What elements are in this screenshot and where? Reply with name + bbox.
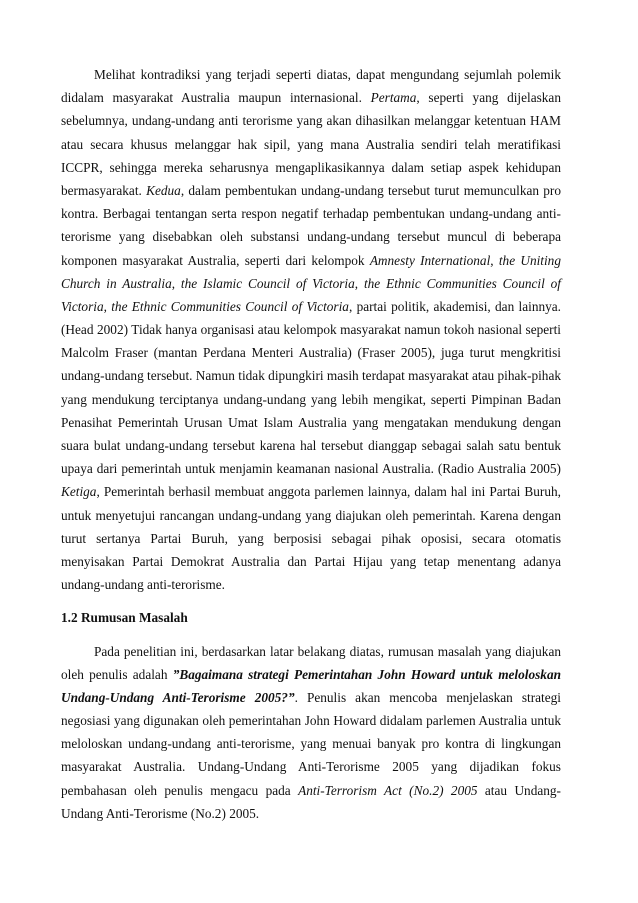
text-line bbox=[61, 457, 561, 480]
text-run: terorisme yang disebabkan oleh substansi undang-undang tersebut muncul di beberapa bbox=[61, 229, 561, 245]
text-run: masyarakat Australia. Undang-Undang Anti-Terorisme 2005 yang dijadikan fokus bbox=[61, 759, 561, 775]
text-run: suara bulat undang-undang tersebut karena hal tersebut dianggap sebagai salah satu bentuk bbox=[61, 438, 561, 453]
text-line bbox=[61, 411, 561, 434]
italic-term: the Ethnic Communities Council of Victoria bbox=[111, 298, 349, 314]
text-run: oleh penulis adalah bbox=[61, 666, 173, 682]
italic-term: Pertama bbox=[370, 90, 417, 106]
text-line bbox=[61, 755, 561, 778]
text-run: , bbox=[354, 275, 364, 291]
section-heading: 1.2 Rumusan Masalah bbox=[61, 610, 188, 626]
paragraph-rumusan-masalah bbox=[61, 640, 561, 826]
text-run: , seperti yang dijelaskan bbox=[416, 90, 561, 106]
text-line bbox=[61, 63, 561, 86]
text-run: komponen masyarakat Australia, seperti dari kelompok bbox=[61, 252, 370, 268]
text-line bbox=[61, 434, 561, 457]
text-line bbox=[61, 480, 561, 503]
text-run: Melihat kontradiksi yang terjadi seperti diatas, dapat mengundang sejumlah polemik bbox=[94, 67, 561, 82]
text-line bbox=[61, 179, 561, 202]
spacer bbox=[61, 596, 561, 606]
text-run: yang mendukung terciptanya undang-undang yang lebih mengikat, seperti Pimpinan Badan bbox=[61, 391, 561, 407]
italic-term: Anti-Terrorism Act (No.2) 2005 bbox=[298, 782, 478, 798]
text-line bbox=[61, 709, 561, 732]
text-line bbox=[61, 364, 561, 387]
text-run: , dalam pembentukan undang-undang tersebut turut memunculkan pro bbox=[180, 182, 561, 198]
text-line bbox=[61, 663, 561, 686]
text-run: atau Undang- bbox=[477, 782, 561, 798]
text-line bbox=[61, 225, 561, 248]
italic-term: the Ethnic Communities Council of bbox=[363, 275, 561, 291]
italic-term: the Uniting bbox=[498, 252, 561, 268]
text-line bbox=[61, 550, 561, 573]
document-page bbox=[61, 63, 561, 825]
text-run: , bbox=[103, 298, 112, 314]
text-run: untuk menyetujui rancangan undang-undang yang diajukan oleh pemerintah. Karena dengan bbox=[61, 507, 561, 523]
text-run: upaya dari pemerintah untuk menjamin keamanan nasional Australia. (Radio Australia 2005) bbox=[61, 461, 561, 477]
research-question: Undang-Undang Anti-Terorisme 2005?” bbox=[61, 689, 295, 705]
text-run: undang-undang tersebut. Namun tidak dipungkiri masih terdapat masyarakat atau pihak-pihak bbox=[61, 368, 561, 384]
text-run: negosiasi yang digunakan oleh pemerintahan John Howard didalam parlemen Australia untuk bbox=[61, 713, 561, 729]
text-run: turut sertanya Partai Buruh, yang berposisi sebagai pihak oposisi, secara otomatis bbox=[61, 530, 561, 546]
text-line bbox=[61, 573, 561, 596]
italic-term: the Islamic Council of Victoria bbox=[180, 275, 355, 291]
text-line bbox=[61, 318, 561, 341]
text-line bbox=[61, 779, 561, 802]
research-question: ”Bagaimana strategi Pemerintahan John Howard untuk meloloskan bbox=[172, 666, 561, 682]
text-run: , Pemerintah berhasil membuat anggota parlemen lainnya, dalam hal ini Partai Buruh, bbox=[96, 484, 561, 500]
text-line bbox=[61, 249, 561, 272]
text-line bbox=[61, 686, 561, 709]
text-run: sebelumnya, undang-undang anti terorisme yang akan dihasilkan melanggar ketentuan HAM bbox=[61, 113, 561, 129]
italic-term: Amnesty International bbox=[369, 252, 491, 268]
text-run: , partai politik, akademisi, dan lainnya. bbox=[348, 298, 561, 314]
text-run: , bbox=[171, 275, 181, 291]
text-run: Malcolm Fraser (mantan Perdana Menteri Australia) (Fraser 2005), juga turut mengkritisi bbox=[61, 345, 561, 361]
text-run: undang-undang anti-terorisme. bbox=[61, 577, 225, 593]
italic-term: Church in Australia bbox=[61, 275, 172, 291]
text-run: (Head 2002) Tidak hanya organisasi atau kelompok masyarakat namun tokoh nasional seperti bbox=[61, 322, 561, 338]
text-run: meloloskan undang-undang anti-terorisme, yang menuai banyak pro kontra di lingkungan bbox=[61, 736, 561, 752]
text-run: Pada penelitian ini, berdasarkan latar belakang diatas, rumusan masalah yang diajukan bbox=[94, 643, 561, 659]
text-run: didalam masyarakat Australia maupun internasional. bbox=[61, 90, 371, 106]
text-line bbox=[61, 202, 561, 225]
text-line bbox=[61, 86, 561, 109]
text-line bbox=[61, 156, 561, 179]
text-line bbox=[61, 341, 561, 364]
text-line bbox=[61, 133, 561, 156]
text-line bbox=[61, 388, 561, 411]
text-line bbox=[61, 504, 561, 527]
text-run: Penasihat Pemerintah Urusan Umat Islam Australia yang mengatakan mendukung dengan bbox=[61, 414, 561, 430]
text-run: pembahasan oleh penulis mengacu pada bbox=[61, 782, 299, 798]
text-line bbox=[61, 109, 561, 132]
text-line bbox=[61, 732, 561, 755]
text-run: . Penulis akan mencoba menjelaskan strategi bbox=[294, 689, 561, 705]
text-run: bermasyarakat. bbox=[61, 182, 147, 198]
text-line bbox=[61, 295, 561, 318]
italic-term: Kedua bbox=[146, 182, 181, 198]
italic-term: Victoria bbox=[61, 298, 104, 314]
text-run: ICCPR, sehingga mereka seharusnya mengaplikasikannya dalam setiap aspek kehidupan bbox=[61, 159, 561, 175]
text-run: atau secara khusus melanggar hak sipil, yang mana Australia sendiri telah meratifikasi bbox=[61, 136, 561, 152]
text-run: kontra. Berbagai tentangan serta respon negatif terhadap pembentukan undang-undang anti- bbox=[61, 206, 561, 222]
text-line bbox=[61, 527, 561, 550]
italic-term: Ketiga bbox=[61, 484, 97, 500]
text-line bbox=[61, 272, 561, 295]
text-run: , bbox=[490, 252, 499, 268]
text-run: Undang Anti-Terorisme (No.2) 2005. bbox=[61, 805, 260, 821]
text-run: menyisakan Partai Demokrat Australia dan Partai Hijau yang tetap menentang adanya bbox=[61, 553, 561, 569]
text-line bbox=[61, 802, 561, 825]
spacer bbox=[61, 630, 561, 640]
text-line bbox=[61, 640, 561, 663]
paragraph-polemik bbox=[61, 63, 561, 596]
